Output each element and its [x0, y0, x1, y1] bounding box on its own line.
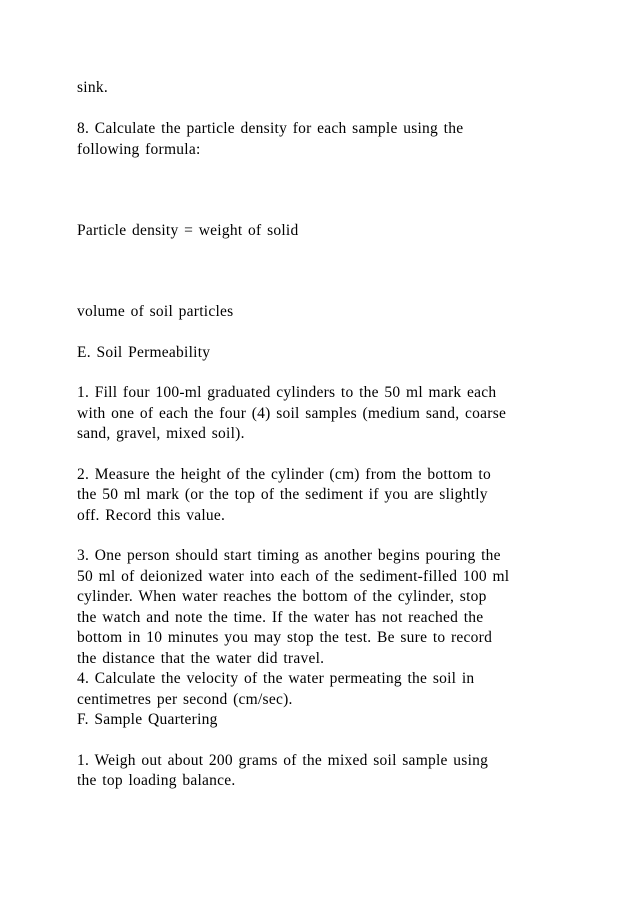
text-line: off. Record this value.: [77, 507, 226, 524]
text-line: the watch and note the time. If the water has not reached the: [77, 609, 484, 626]
text-line: with one of each the four (4) soil samples (medium sand, coarse: [77, 405, 507, 422]
text-line: the top loading balance.: [77, 772, 236, 789]
text-line: the distance that the water did travel.: [77, 650, 325, 667]
text-line: 3. One person should start timing as another begins pouring the: [77, 547, 501, 564]
text-line: the 50 ml mark (or the top of the sediment if you are slightly: [77, 486, 488, 503]
text-line: 50 ml of deionized water into each of the sediment-filled 100 ml: [77, 568, 510, 585]
text-line: 1. Weigh out about 200 grams of the mixed soil sample using: [77, 752, 489, 769]
text-line: Particle density = weight of solid: [77, 222, 299, 239]
text-line: sand, gravel, mixed soil).: [77, 425, 245, 442]
text-line: sink.: [77, 79, 108, 96]
text-line: bottom in 10 minutes you may stop the test. Be sure to record: [77, 629, 493, 646]
text-line: following formula:: [77, 141, 201, 158]
text-line: 1. Fill four 100-ml graduated cylinders to the 50 ml mark each: [77, 384, 497, 401]
section-heading: E. Soil Permeability: [77, 344, 211, 361]
text-line: centimetres per second (cm/sec).: [77, 691, 293, 708]
text-line: volume of soil particles: [77, 303, 234, 320]
text-line: cylinder. When water reaches the bottom of the cylinder, stop: [77, 588, 487, 605]
text-line: 2. Measure the height of the cylinder (cm) from the bottom to: [77, 466, 491, 483]
text-line: 4. Calculate the velocity of the water permeating the soil in: [77, 670, 475, 687]
section-heading: F. Sample Quartering: [77, 711, 218, 728]
text-line: 8. Calculate the particle density for each sample using the: [77, 120, 464, 137]
